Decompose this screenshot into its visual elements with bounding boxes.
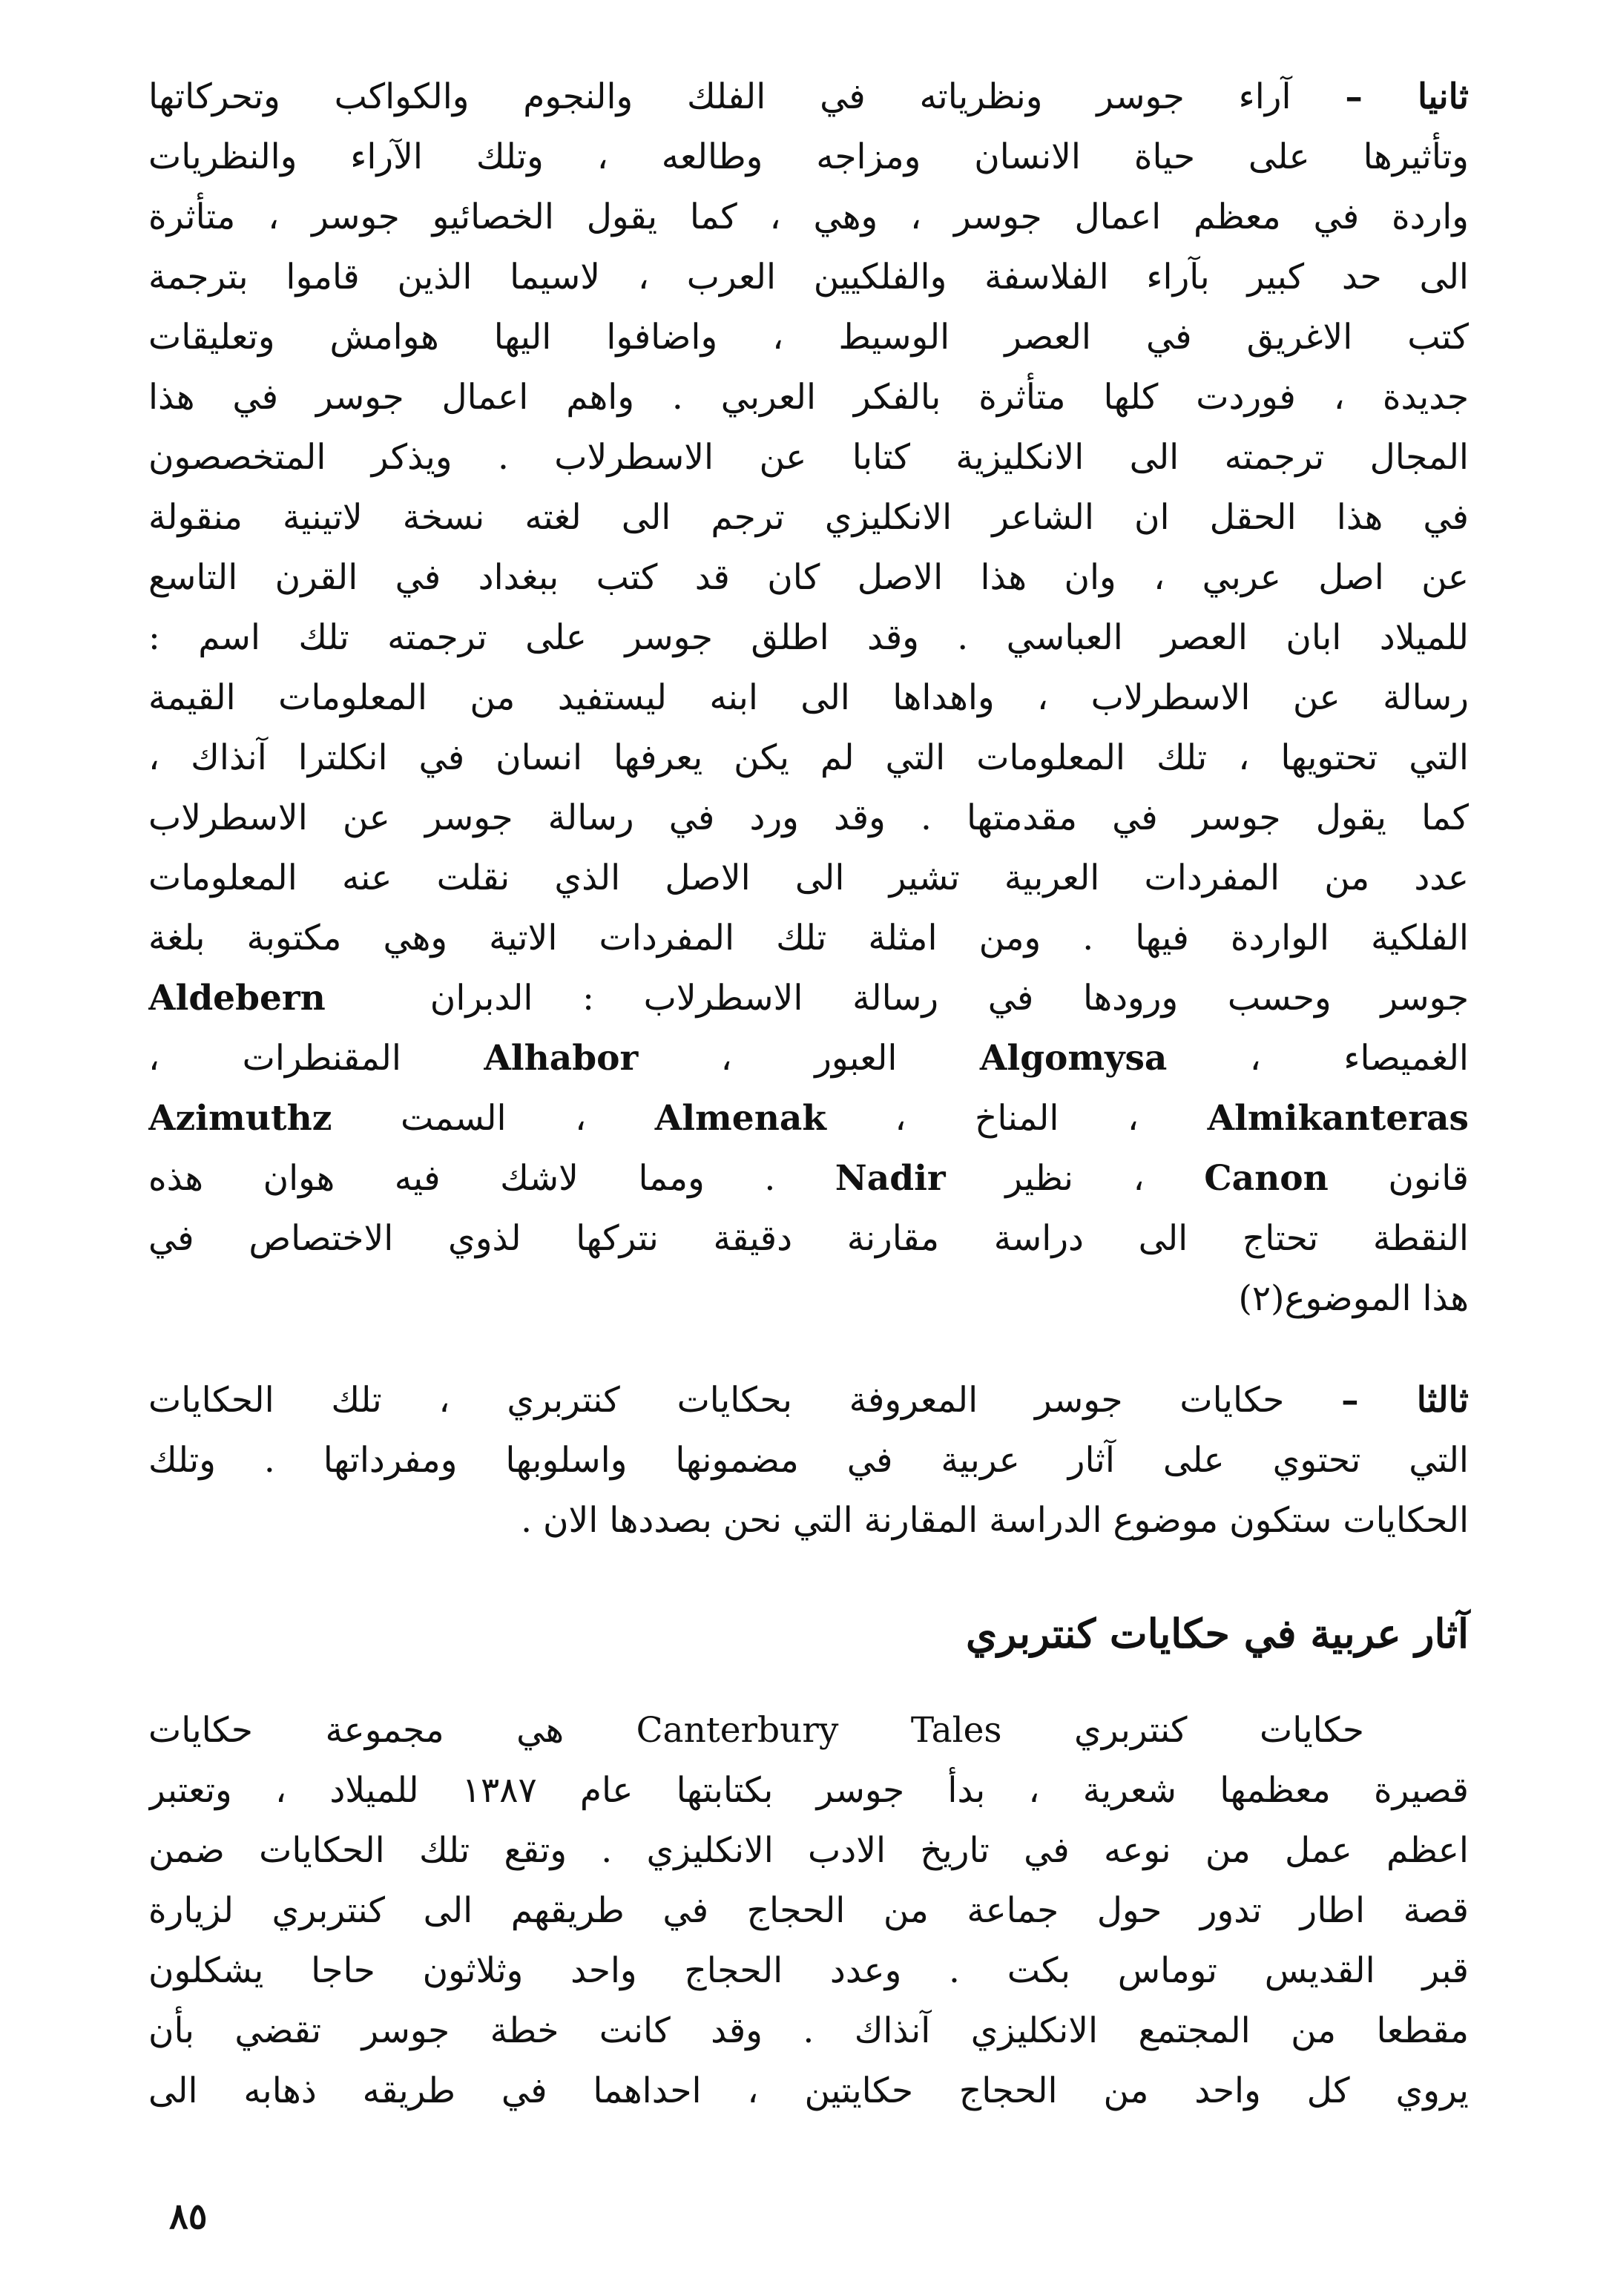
paragraph-line: عدد من المفردات العربية تشير الى الاصل الذي نقلت عنه المعلومات (148, 858, 1469, 898)
paragraph-line: الى حد كبير بآراء الفلاسفة والفلكيين العرب ، لاسيما الذين قاموا بترجمة (148, 257, 1469, 297)
paragraph-line: قصيرة معظمها شعرية ، بدأ جوسر بكتابتها عام ١٣٨٧ للميلاد ، وتعتبر (148, 1770, 1469, 1811)
section-second (148, 67, 1469, 1329)
vocab-latin: Almenak (654, 1098, 826, 1139)
vocab-arabic: ، المناخ ، (895, 1098, 1139, 1139)
paragraph-line: عن اصل عربي ، وان هذا الاصل كان قد كتب ببغداد في القرن التاسع (148, 557, 1469, 598)
paragraph-line (148, 1700, 1469, 1760)
paragraph-line: اعظم عمل من نوعه في تاريخ الادب الانكليزي . وتقع تلك الحكايات ضمن (148, 1830, 1469, 1871)
paragraph-line: الحكايات ستكون موضوع الدراسة المقارنة التي نحن بصددها الان . (521, 1500, 1469, 1541)
vocab-arabic: المقنطرات ، (148, 1038, 401, 1079)
paragraph-line: في هذا الحقل ان الشاعر الانكليزي ترجم الى لغته نسخة لاتينية منقولة (148, 497, 1469, 538)
vocab-latin: Canon (1204, 1158, 1329, 1199)
section-heading: آثار عربية في حكايات كنتربري (965, 1610, 1469, 1657)
text-span: حكايات جوسر المعروفة بحكايات كنتربري ، تلك الحكايات (148, 1380, 1342, 1421)
vocab-arabic: ، نظير (1005, 1158, 1145, 1199)
vocab-latin: Almikanteras (1207, 1098, 1469, 1139)
vocab-arabic: قانون (1388, 1158, 1469, 1199)
vocab-line (148, 1028, 1469, 1088)
vocab-latin: Azimuthz (148, 1098, 332, 1139)
vocab-arabic: جوسر وحسب ورودها في رسالة الاسطرلاب : الدبران (430, 978, 1469, 1019)
paragraph-line: المجال ترجمته الى الانكليزية كتابا عن الاسطرلاب . ويذكر المتخصصون (148, 437, 1469, 478)
paragraph-line: النقطة تحتاج الى دراسة مقارنة دقيقة نتركها لذوي الاختصاص في (148, 1218, 1469, 1259)
paragraph-line: كتب الاغريق في العصر الوسيط ، واضافوا اليها هوامش وتعليقات (148, 317, 1469, 358)
paragraph-line: للميلاد ابان العصر العباسي . وقد اطلق جوسر على ترجمته تلك اسم : (148, 617, 1469, 658)
vocab-latin: Alhabor (484, 1038, 639, 1079)
vocab-arabic: الغميصاء ، (1249, 1038, 1469, 1079)
paragraph-line: قصة اطار تدور حول جماعة من الحجاج في طريقهم الى كنتربري لزيارة (148, 1890, 1469, 1931)
paragraph-line: الفلكية الواردة فيها . ومن امثلة تلك المفردات الاتية وهي مكتوبة بلغة (148, 918, 1469, 958)
paragraph-line: هذا الموضوع(٢) (1238, 1278, 1469, 1319)
vocab-arabic: العبور ، (720, 1038, 898, 1079)
vocab-line (148, 1088, 1469, 1148)
paragraph-line (148, 1370, 1469, 1430)
text-span: آراء جوسر ونظرياته في الفلك والنجوم والكواكب وتحركاتها (148, 76, 1346, 117)
section-third (148, 1370, 1469, 1550)
text-span: حكايات كنتربري (1074, 1710, 1364, 1751)
vocab-line (148, 1148, 1469, 1208)
paragraph-line: رسالة عن الاسطرلاب ، واهداها الى ابنه ليستفيد من المعلومات القيمة (148, 677, 1469, 718)
vocab-arabic: ، السمت (400, 1098, 587, 1139)
section-lead: ثالثا – (1341, 1380, 1469, 1421)
section-canterbury (148, 1700, 1469, 2121)
paragraph-line: كما يقول جوسر في مقدمتها . وقد ورد في رسالة جوسر عن الاسطرلاب (148, 797, 1469, 838)
page-body (148, 67, 1469, 2121)
vocab-line (148, 968, 1469, 1028)
paragraph-line: التي تحتوي على آثار عربية في مضمونها واسلوبها ومفرداتها . وتلك (148, 1440, 1469, 1481)
paragraph-line: قبر القديس توماس بكت . وعدد الحجاج واحد وثلاثون حاجا يشكلون (148, 1950, 1469, 1991)
paragraph-line: جديدة ، فوردت كلها متأثرة بالفكر العربي . واهم اعمال جوسر في هذا (148, 377, 1469, 418)
paragraph-line (148, 67, 1469, 127)
book-title-latin: Canterbury Tales (636, 1710, 1002, 1751)
paragraph-line: التي تحتويها ، تلك المعلومات التي لم يكن يعرفها انسان في انكلترا آنذاك ، (148, 737, 1469, 778)
paragraph-line: واردة في معظم اعمال جوسر ، وهي ، كما يقول الخصائيو جوسر ، متأثرة (148, 197, 1469, 237)
vocab-latin: Nadir (835, 1158, 946, 1199)
section-lead: ثانيا – (1345, 76, 1469, 117)
paragraph-line: وتأثيرها على حياة الانسان ومزاجه وطالعه ، وتلك الآراء والنظريات (148, 136, 1469, 177)
vocab-latin: Algomysa (979, 1038, 1168, 1079)
vocab-latin: Aldebern (148, 978, 326, 1019)
paragraph-line: يروي كل واحد من الحجاج حكايتين ، احداهما في طريقه ذهابه الى (148, 2070, 1469, 2111)
vocab-arabic: . ومما لاشك فيه هوان هذه (148, 1158, 776, 1199)
paragraph-line: مقطعا من المجتمع الانكليزي آنذاك . وقد كانت خطة جوسر تقضي بأن (148, 2010, 1469, 2051)
page-number: ٨٥ (169, 2196, 208, 2237)
text-span: هي مجموعة حكايات (148, 1710, 565, 1751)
